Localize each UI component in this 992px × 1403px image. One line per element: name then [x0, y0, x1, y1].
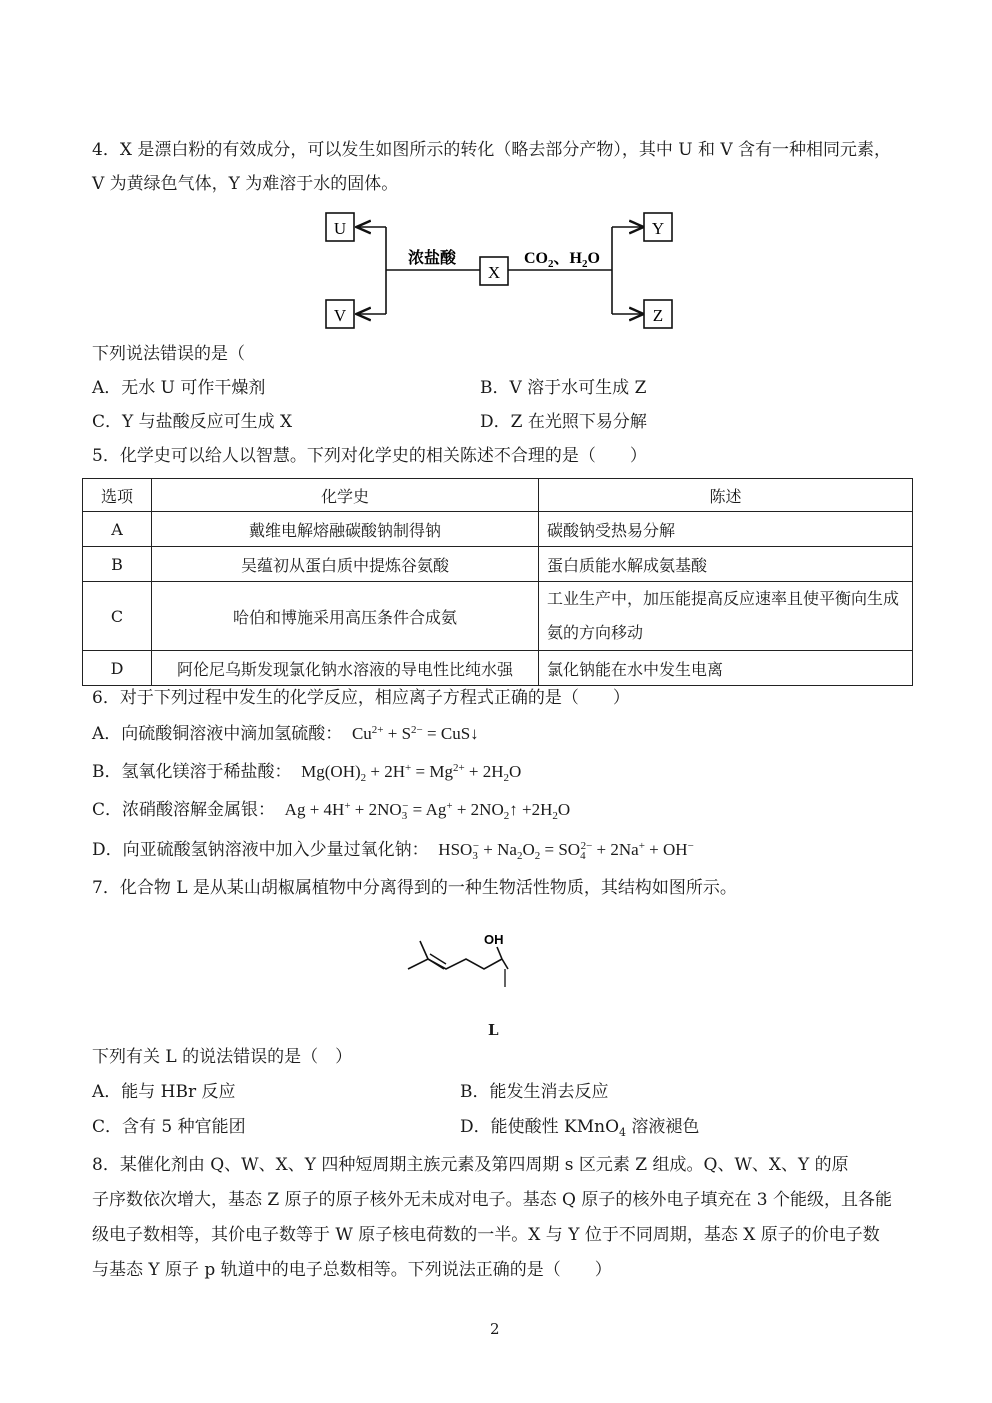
q6-option-c-equation: $Ag + 4H^+ + 2NO_3^- = Ag^+$ + $2NO_2↑ +2H_2O$: [280, 800, 571, 822]
q4-text-line-1: 4．X 是漂白粉的有效成分，可以发生如图所示的转化（略去部分产物），其中 U 和 V 含有一种相同元素，: [92, 140, 892, 160]
table-cell: A: [83, 512, 152, 547]
q8-text-line-1: 8．某催化剂由 Q、W、X、Y 四种短周期主族元素及第四周期 s 区元素 Z 组成。Q、W、X、Y 的原: [92, 1155, 849, 1175]
q6-option-d: [92, 840, 694, 860]
oh-bond: [497, 947, 502, 959]
q7-sub-stem: 下列有关 L 的说法错误的是（ ）: [92, 1047, 353, 1067]
methyl-branch: [420, 941, 428, 959]
q6-option-c: [92, 800, 570, 820]
q5-history-table: [82, 478, 913, 686]
q4-conversion-diagram: [310, 205, 690, 335]
table-row: [83, 512, 913, 547]
box-v-label: V: [333, 306, 347, 325]
left-reagent-label: 浓盐酸: [407, 248, 457, 267]
q6-option-d-equation: $HSO_3^- + Na_2O_2 = SO_4^{2-} + 2Na^+ + OH^-$: [434, 840, 694, 862]
q6-option-c-label: C．浓硝酸溶解金属银：: [92, 800, 276, 820]
table-cell: 碳酸钠受热易分解: [539, 512, 913, 547]
box-x-label: X: [487, 263, 501, 282]
table-cell: 吴蕴初从蛋白质中提炼谷氨酸: [152, 547, 539, 582]
compound-l-structure: [400, 925, 520, 995]
q6-option-b-equation: $Mg(OH)_2 + 2H^+ = Mg^{2+} + 2H_2O$: [296, 762, 522, 784]
box-y-label: Y: [651, 219, 665, 238]
table-row: [83, 582, 913, 651]
table-cell: 哈伯和博施采用高压条件合成氨: [152, 582, 539, 651]
table-cell: 蛋白质能水解成氨基酸: [539, 547, 913, 582]
oh-label: OH: [484, 932, 504, 947]
q7-option-d-sub: 4: [619, 1126, 627, 1139]
q6-option-d-label: D．向亚硫酸氢钠溶液中加入少量过氧化钠：: [92, 840, 429, 860]
table-cell: 工业生产中，加压能提高反应速率且使平衡向生成氨的方向移动: [539, 582, 913, 651]
q6-stem: 6．对于下列过程中发生的化学反应，相应离子方程式正确的是（ ）: [92, 688, 630, 708]
table-row: [83, 651, 913, 686]
table-row: [83, 547, 913, 582]
q4-option-c: C．Y 与盐酸反应可生成 X: [92, 412, 293, 432]
q4-option-a: A．无水 U 可作干燥剂: [92, 378, 266, 398]
table-cell: B: [83, 547, 152, 582]
box-z-label: Z: [652, 306, 664, 325]
compound-label: L: [488, 1021, 499, 1039]
q6-option-a-equation: $Cu^{2+} + S^{2-}$ = CuS↓: [347, 724, 479, 743]
q6-option-b: [92, 762, 521, 782]
table-cell: 氯化钠能在水中发生电离: [539, 651, 913, 686]
table-cell: C: [83, 582, 152, 651]
q6-option-a-label: A．向硫酸铜溶液中滴加氢硫酸：: [92, 724, 343, 744]
q4-option-b: B．V 溶于水可生成 Z: [480, 378, 647, 398]
table-cell: D: [83, 651, 152, 686]
q8-text-line-2: 子序数依次增大，基态 Z 原子的原子核外无未成对电子。基态 Q 原子的核外电子填充在 3 个能级，且各能: [92, 1190, 892, 1210]
table-header-cell: 陈述: [539, 479, 913, 512]
q7-stem: 7．化合物 L 是从某山胡椒属植物中分离得到的一种生物活性物质，其结构如图所示。: [92, 878, 737, 898]
table-header-cell: 选项: [83, 479, 152, 512]
q7-option-d-post: 溶液褪色: [626, 1117, 700, 1137]
q7-option-c: C．含有 5 种官能团: [92, 1117, 246, 1137]
q6-option-a: [92, 724, 479, 744]
table-cell: 戴维电解熔融碳酸钠制得钠: [152, 512, 539, 547]
table-header-cell: 化学史: [152, 479, 539, 512]
q4-stem: 下列说法错误的是（: [92, 344, 245, 364]
q4-text-line-2: V 为黄绿色气体，Y 为难溶于水的固体。: [92, 174, 399, 194]
q7-option-a: A．能与 HBr 反应: [92, 1082, 236, 1102]
table-header-row: [83, 479, 913, 512]
q7-option-b: B．能发生消去反应: [460, 1082, 609, 1102]
table-cell: 阿伦尼乌斯发现氯化钠水溶液的导电性比纯水强: [152, 651, 539, 686]
q7-option-d: [460, 1117, 699, 1137]
right-reagent-label: $CO_2$、$H_2O$: [524, 250, 600, 270]
q8-text-line-3: 级电子数相等，其价电子数等于 W 原子核电荷数的一半。X 与 Y 位于不同周期，基态 X 原子的价电子数: [92, 1225, 880, 1245]
q5-stem: 5．化学史可以给人以智慧。下列对化学史的相关陈述不合理的是（ ）: [92, 446, 647, 466]
box-u-label: U: [333, 219, 347, 238]
q8-text-line-4: 与基态 Y 原子 p 轨道中的电子总数相等。下列说法正确的是（ ）: [92, 1260, 612, 1280]
methyl-branch-2: [502, 959, 508, 969]
q6-option-b-label: B．氢氧化镁溶于稀盐酸：: [92, 762, 292, 782]
q7-option-d-pre: D．能使酸性 KMnO: [460, 1117, 620, 1137]
q4-option-d: D．Z 在光照下易分解: [480, 412, 647, 432]
carbon-chain: [408, 959, 502, 969]
page-number: 2: [490, 1320, 500, 1338]
